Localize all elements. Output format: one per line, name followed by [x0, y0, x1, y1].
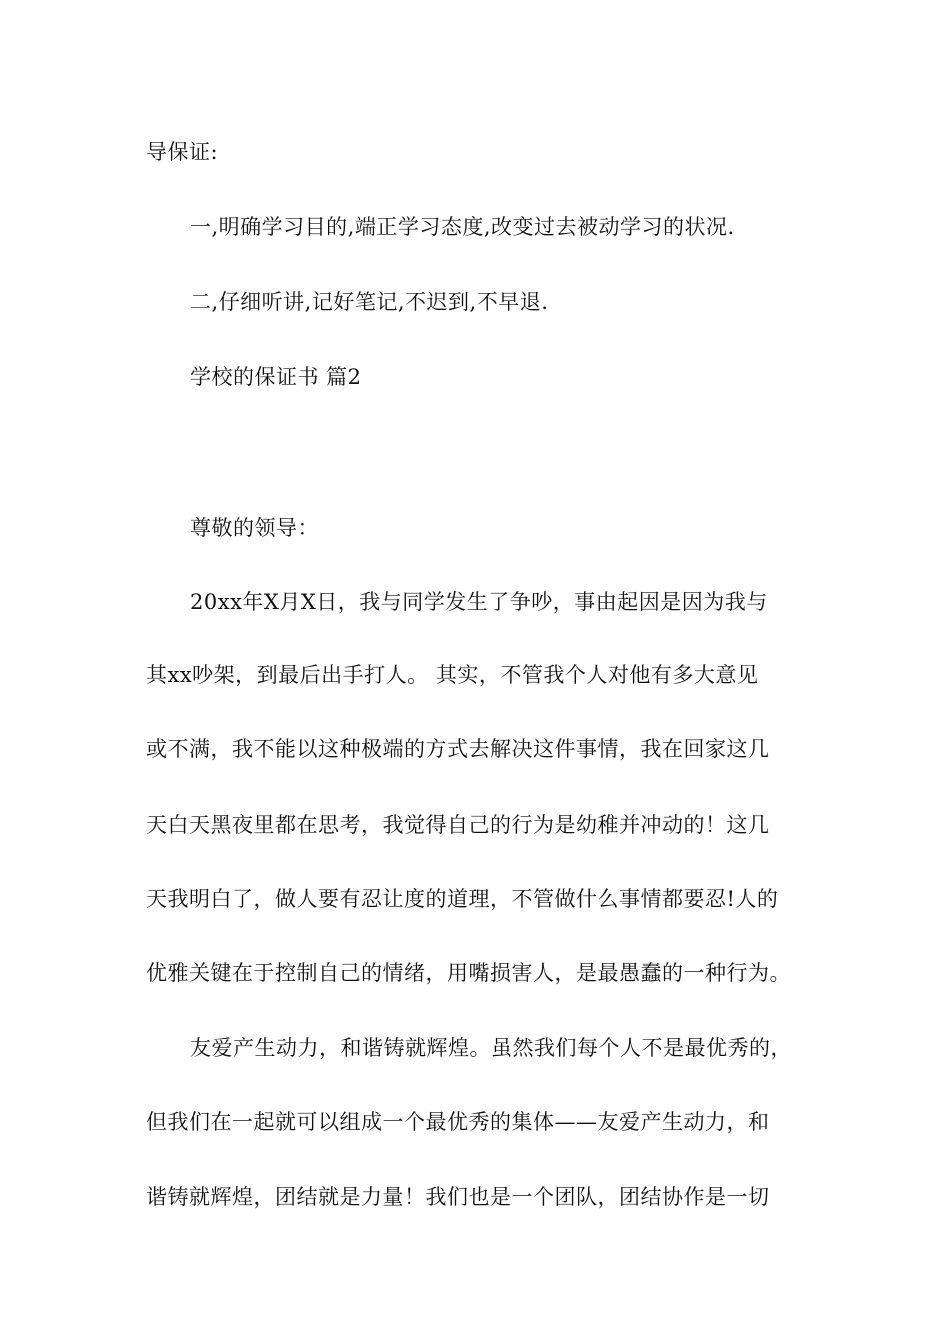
section-heading: 学校的保证书 篇2 — [190, 365, 362, 389]
paragraph-1-line-6: 优雅关键在于控制自己的情绪，用嘴损害人，是最愚蠢的一种行为。 — [146, 961, 791, 985]
paragraph-2-line-2: 但我们在一起就可以组成一个最优秀的集体——友爱产生动力，和 — [146, 1110, 770, 1134]
text-line-pledge-item-1: 一,明确学习目的,端正学习态度,改变过去被动学习的状况. — [190, 215, 735, 239]
paragraph-1-line-1: 20xx年X月X日，我与同学发生了争吵，事由起因是因为我与 — [190, 590, 768, 614]
paragraph-1-line-4: 天白天黑夜里都在思考，我觉得自己的行为是幼稚并冲动的！这几 — [146, 813, 770, 837]
text-line-pledge-continuation: 导保证: — [146, 140, 219, 164]
paragraph-2-line-3: 谐铸就辉煌，团结就是力量！我们也是一个团队，团结协作是一切 — [146, 1185, 770, 1209]
paragraph-1-line-5: 天我明白了，做人要有忍让度的道理，不管做什么事情都要忍!人的 — [146, 887, 779, 911]
paragraph-1-line-2: 其xx吵架，到最后出手打人。 其实，不管我个人对他有多大意见 — [146, 663, 759, 687]
paragraph-2-line-1: 友爱产生动力，和谐铸就辉煌。虽然我们每个人不是最优秀的， — [190, 1036, 792, 1060]
text-line-pledge-item-2: 二,仔细听讲,记好笔记,不迟到,不早退. — [190, 290, 549, 314]
paragraph-1-line-3: 或不满，我不能以这种极端的方式去解决这件事情，我在回家这几 — [146, 737, 770, 761]
salutation: 尊敬的领导： — [190, 516, 319, 540]
